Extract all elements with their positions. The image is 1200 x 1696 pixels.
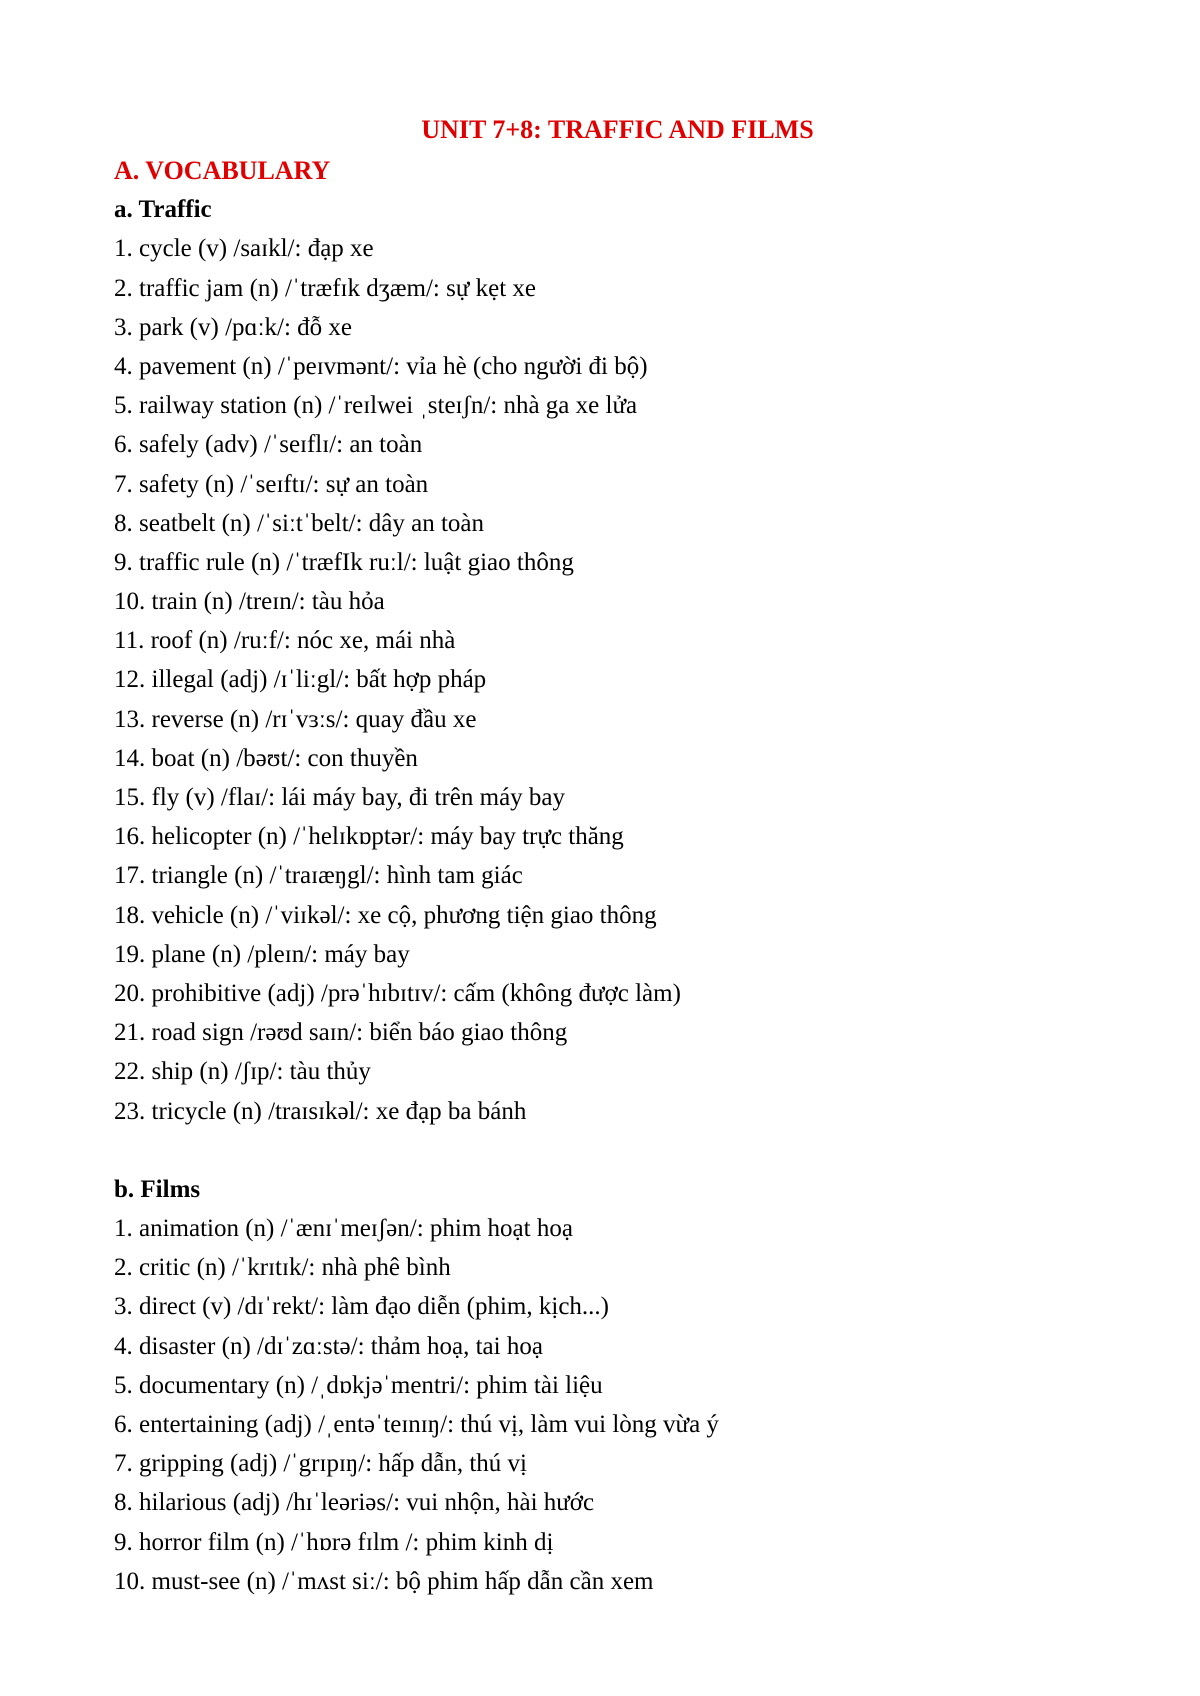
list-item: 15. fly (v) /flaɪ/: lái máy bay, đi trên máy bay bbox=[114, 784, 566, 811]
list-item: 13. reverse (n) /rɪˈvɜːs/: quay đầu xe bbox=[114, 705, 477, 733]
list-item: 4. pavement (n) /ˈpeɪvmənt/: vỉa hè (cho người đi bộ) bbox=[114, 352, 648, 380]
list-item: 3. park (v) /pɑːk/: đỗ xe bbox=[114, 313, 353, 341]
list-item: 18. vehicle (n) /ˈviɪkəl/: xe cộ, phương tiện giao thông bbox=[114, 901, 657, 929]
section-spacer bbox=[114, 1131, 1154, 1170]
list-item: 19. plane (n) /pleɪn/: máy bay bbox=[114, 940, 410, 968]
list-item: 7. gripping (adj) /ˈgrɪpɪŋ/: hấp dẫn, thú vị bbox=[114, 1450, 527, 1478]
list-item: 3. direct (v) /dɪˈrekt/: làm đạo diễn (phim, kịch...) bbox=[114, 1293, 609, 1321]
list-item: 10. must-see (n) /ˈmʌst siː/: bộ phim hấp dẫn cần xem bbox=[114, 1567, 654, 1595]
list-item: 10. train (n) /treɪn/: tàu hỏa bbox=[114, 588, 385, 616]
list-item: 1. animation (n) /ˈænɪˈmeɪʃən/: phim hoạt hoạ bbox=[114, 1215, 573, 1243]
list-item: 17. triangle (n) /ˈtraɪæŋgl/: hình tam giác bbox=[114, 862, 523, 890]
list-item: 2. critic (n) /ˈkrɪtɪk/: nhà phê bình bbox=[114, 1254, 451, 1282]
list-item: 5. railway station (n) /ˈreɪlwei ˌsteɪʃn/: nhà ga xe lửa bbox=[114, 392, 638, 420]
list-item: 22. ship (n) /ʃɪp/: tàu thủy bbox=[114, 1058, 371, 1086]
list-item: 14. boat (n) /bəʊt/: con thuyền bbox=[114, 744, 418, 772]
subheading-traffic: a. Traffic bbox=[114, 196, 212, 224]
list-item: 12. illegal (adj) /ɪˈliːgl/: bất hợp pháp bbox=[114, 666, 487, 694]
list-item: 6. entertaining (adj) /ˌentəˈteɪnɪŋ/: thú vị, làm vui lòng vừa ý bbox=[114, 1411, 719, 1438]
list-item: 1. cycle (v) /saɪkl/: đạp xe bbox=[114, 235, 374, 263]
list-item: 2. traffic jam (n) /ˈtræfɪk dʒæm/: sự kẹt xe bbox=[114, 274, 537, 302]
section-heading-vocabulary: A. VOCABULARY bbox=[114, 156, 331, 185]
traffic-vocabulary-list bbox=[114, 229, 1154, 1130]
document-body bbox=[114, 151, 1154, 1601]
subheading-films: b. Films bbox=[114, 1175, 201, 1203]
list-item: 23. tricycle (n) /traɪsɪkəl/: xe đạp ba bánh bbox=[114, 1097, 527, 1125]
list-item: 7. safety (n) /ˈseɪftɪ/: sự an toàn bbox=[114, 470, 429, 498]
list-item: 8. hilarious (adj) /hɪˈleəriəs/: vui nhộn, hài hước bbox=[114, 1489, 595, 1517]
films-vocabulary-list bbox=[114, 1209, 1154, 1601]
list-item: 9. horror film (n) /ˈhɒrə fɪlm /: phim kinh dị bbox=[114, 1528, 554, 1556]
list-item: 8. seatbelt (n) /ˈsiːtˈbelt/: dây an toàn bbox=[114, 509, 485, 537]
list-item: 20. prohibitive (adj) /prəˈhɪbɪtɪv/: cấm (không được làm) bbox=[114, 979, 681, 1007]
list-item: 9. traffic rule (n) /ˈtræfIk ruːl/: luật giao thông bbox=[114, 548, 574, 576]
list-item: 6. safely (adv) /ˈseɪflɪ/: an toàn bbox=[114, 431, 423, 459]
list-item: 5. documentary (n) /ˌdɒkjəˈmentri/: phim tài liệu bbox=[114, 1371, 603, 1399]
list-item: 21. road sign /rəʊd saɪn/: biển báo giao thông bbox=[114, 1019, 568, 1047]
list-item: 11. roof (n) /ruːf/: nóc xe, mái nhà bbox=[114, 627, 456, 655]
document-title: UNIT 7+8: TRAFFIC AND FILMS bbox=[421, 115, 814, 144]
list-item: 16. helicopter (n) /ˈhelɪkɒptər/: máy bay trực thăng bbox=[114, 823, 624, 851]
list-item: 4. disaster (n) /dɪˈzɑːstə/: thảm hoạ, tai hoạ bbox=[114, 1332, 543, 1360]
